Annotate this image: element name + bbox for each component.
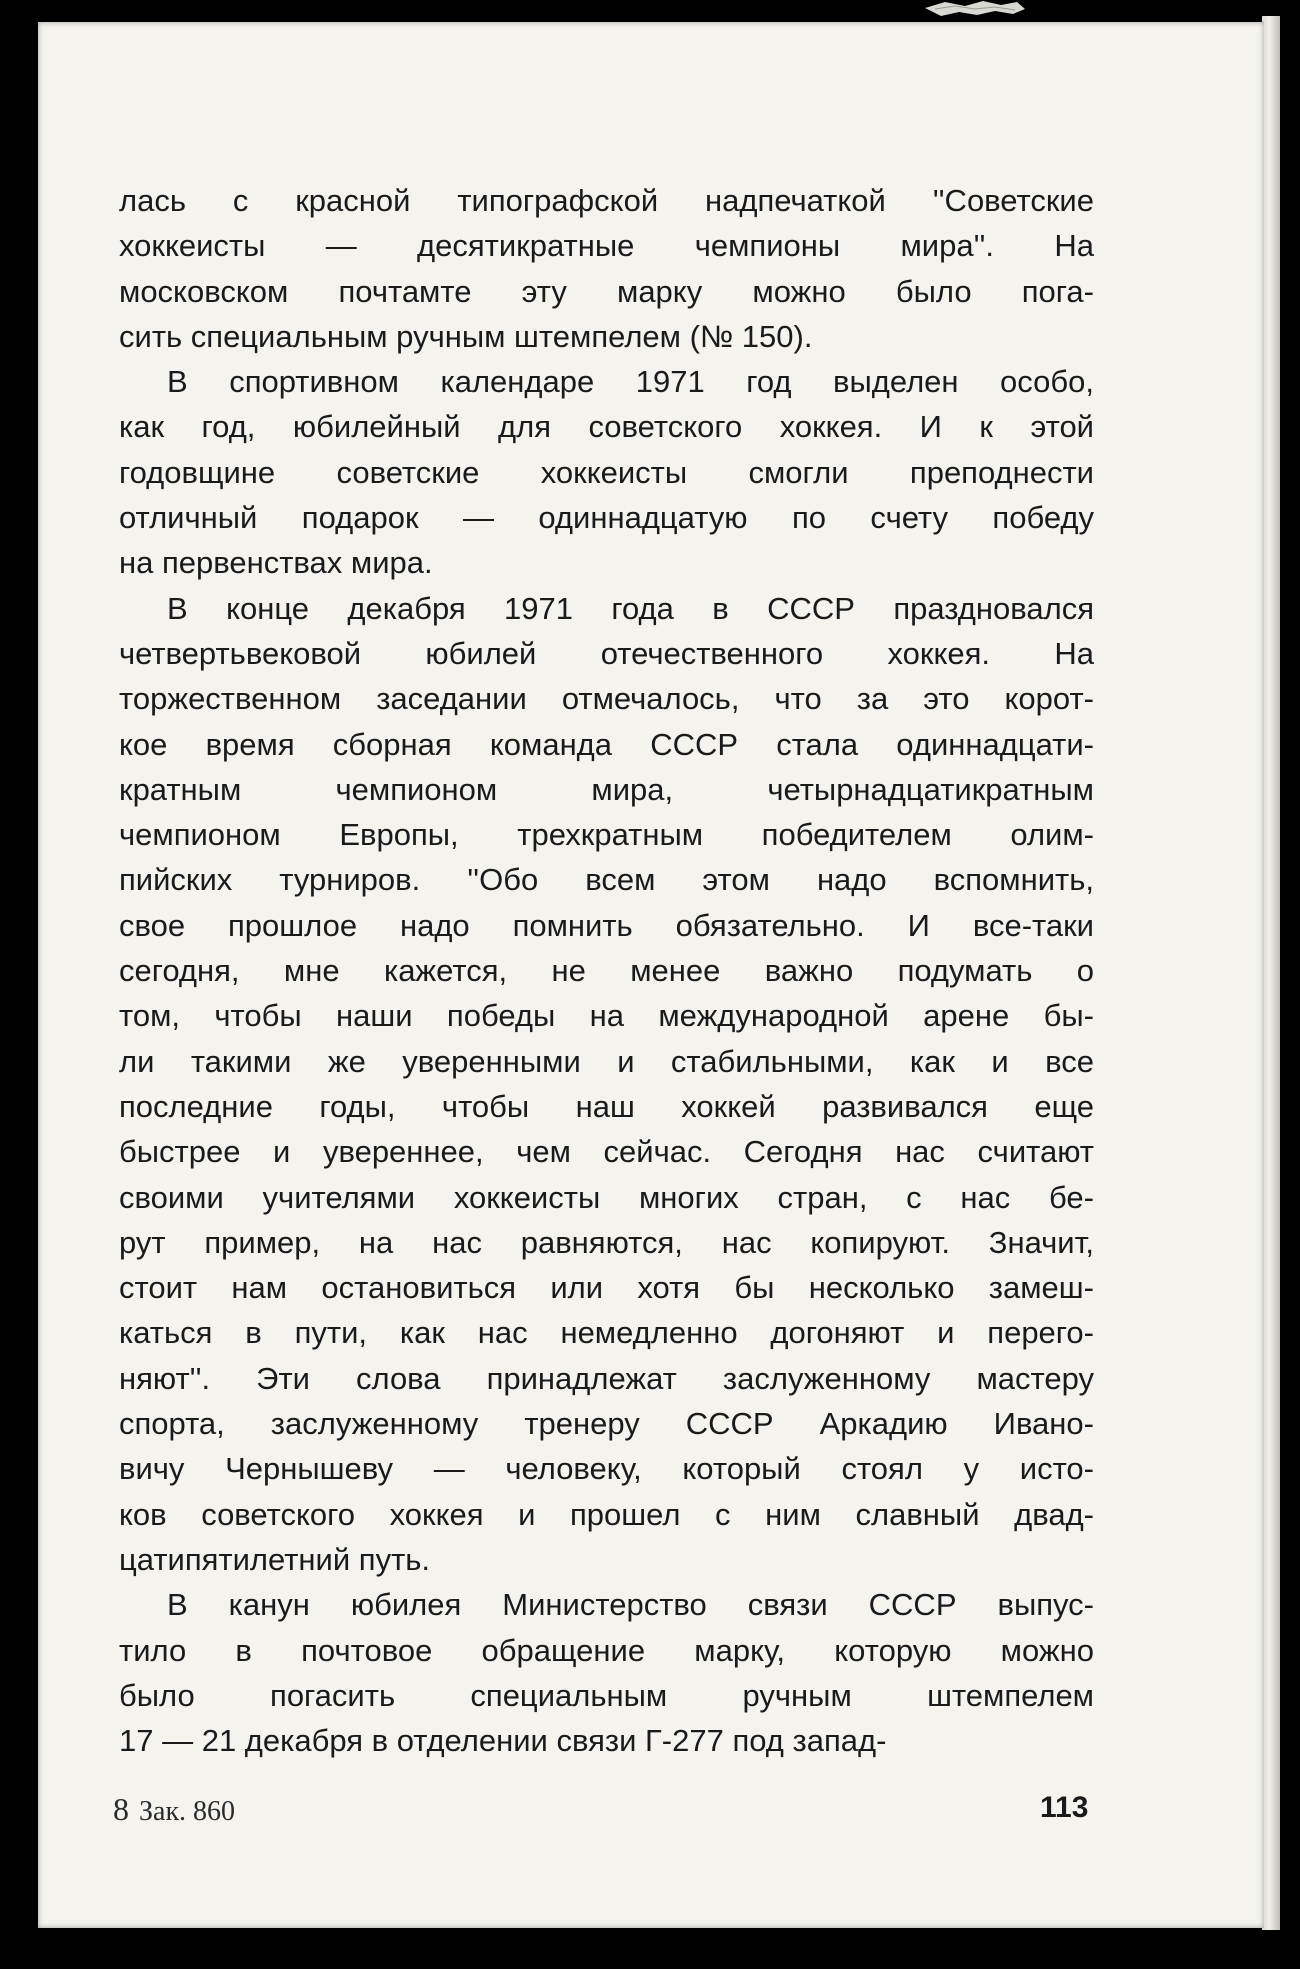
text-line: стоит нам остановиться или хотя бы несколько замеш- <box>119 1270 1094 1306</box>
text-line: лась с красной типографской надпечаткой ''Советские <box>119 183 1094 218</box>
text-line: каться в пути, как нас немедленно догоняют и перего- <box>119 1315 1094 1351</box>
paragraph <box>119 586 1094 1583</box>
page-number: 113 <box>1040 1791 1089 1824</box>
text-line: 17 — 21 декабря в отделении связи Г-277 под запад- <box>119 1723 887 1759</box>
text-line: ли такими же уверенными и стабильными, как и все <box>119 1043 1094 1079</box>
text-line: на первенствах мира. <box>119 545 433 581</box>
paragraph <box>119 1582 1094 1763</box>
text-line: хоккеисты — десятикратные чемпионы мира''. На <box>119 228 1094 264</box>
text-line: кратным чемпионом мира, четырнадцатикратным <box>119 771 1094 807</box>
text-line: ков советского хоккея и прошел с ним славный двад- <box>119 1496 1094 1532</box>
text-line: отличный подарок — одиннадцатую по счету победу <box>119 500 1094 536</box>
text-line: своими учителями хоккеисты многих стран, с нас бе- <box>119 1179 1094 1215</box>
text-line: В конце декабря 1971 года в СССР праздновался <box>167 590 1094 626</box>
text-line: тило в почтовое обращение марку, которую можно <box>119 1632 1094 1668</box>
text-line: торжественном заседании отмечалось, что за это корот- <box>119 681 1094 717</box>
text-line: московском почтамте эту марку можно было пога- <box>119 273 1094 309</box>
page-text-body <box>119 178 1094 1763</box>
signature-number: 8 <box>113 1791 129 1827</box>
text-line: чемпионом Европы, трехкратным победителем олим- <box>119 817 1094 853</box>
paragraph <box>119 178 1094 359</box>
text-line: годовщине советские хоккеисты смогли преподнести <box>119 454 1094 490</box>
order-number: Зак. 860 <box>139 1796 236 1827</box>
text-line: кое время сборная команда СССР стала одиннадцати- <box>119 726 1094 762</box>
text-line: В канун юбилея Министерство связи СССР выпус- <box>167 1587 1094 1623</box>
torn-paper-fragment <box>925 0 1025 20</box>
printer-signature <box>113 1791 235 1828</box>
text-line: В спортивном календаре 1971 год выделен особо, <box>167 364 1094 400</box>
text-line: сить специальным ручным штемпелем (№ 150). <box>119 318 813 354</box>
text-line: рут пример, на нас равняются, нас копируют. Значит, <box>119 1224 1094 1260</box>
paragraph <box>119 359 1094 585</box>
text-line: сегодня, мне кажется, не менее важно подумать о <box>119 953 1094 989</box>
text-line: няют''. Эти слова принадлежат заслуженному мастеру <box>119 1360 1094 1396</box>
text-line: спорта, заслуженному тренеру СССР Аркадию Ивано- <box>119 1406 1094 1442</box>
text-line: пийских турниров. ''Обо всем этом надо вспомнить, <box>119 862 1094 898</box>
text-line: том, чтобы наши победы на международной арене бы- <box>119 998 1094 1034</box>
text-line: было погасить специальным ручным штемпелем <box>119 1677 1094 1713</box>
text-line: свое прошлое надо помнить обязательно. И все-таки <box>119 907 1094 943</box>
text-line: быстрее и увереннее, чем сейчас. Сегодня нас считают <box>119 1134 1094 1170</box>
text-line: цатипятилетний путь. <box>119 1541 431 1577</box>
text-line: последние годы, чтобы наш хоккей развивался еще <box>119 1088 1094 1124</box>
page-edge <box>1262 16 1280 1930</box>
text-line: вичу Чернышеву — человеку, который стоял у исто- <box>119 1451 1094 1487</box>
text-line: четвертьвековой юбилей отечественного хоккея. На <box>119 635 1094 671</box>
text-line: как год, юбилейный для советского хоккея. И к этой <box>119 409 1094 445</box>
